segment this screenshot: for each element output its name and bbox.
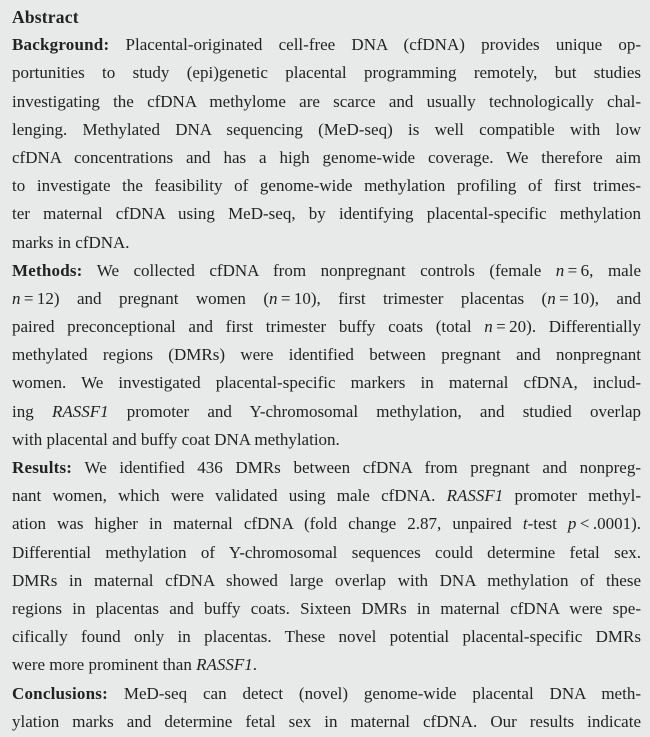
text-segment: portunities to study (epi)genetic placental programming remotely, but studies [12,63,641,83]
text-line [12,31,641,59]
text-segment: Placental-originated cell-free DNA (cfDNA) provides unique op- [109,35,641,55]
text-segment: RASSF1 [196,655,253,675]
text-line [12,200,641,228]
text-line [12,116,641,144]
text-segment: to investigate the feasibility of genome-wide methylation profiling of first trimes- [12,176,641,196]
text-line [12,426,641,454]
text-line [12,567,641,595]
text-line [12,398,641,426]
abstract-paragraph-results [12,454,641,680]
section-label: Results: [12,458,73,477]
text-segment: -test [527,514,568,534]
text-line [12,341,641,369]
text-line [12,651,641,679]
abstract-paragraph-background [12,31,641,257]
text-line [12,708,641,736]
text-segment: with placental and buffy coat DNA methylation. [12,429,340,449]
text-segment: MeD-seq can detect (novel) genome-wide placental DNA meth- [107,683,641,703]
text-segment: . [252,655,258,675]
text-segment: = 6, male [564,260,641,280]
text-line [12,285,641,313]
text-segment: nant women, which were validated using male cfDNA. [12,486,447,506]
text-segment: cifically found only in placentas. These novel potential placental-specific DMRs [12,627,641,647]
text-line [12,369,641,397]
text-line [12,257,641,285]
abstract-title: Abstract [12,7,79,27]
text-segment: were more prominent than [12,655,197,675]
section-label: Background: [12,35,110,55]
text-segment: t [522,514,528,534]
text-segment: RASSF1 [446,486,504,506]
text-segment: p [567,514,577,534]
text-segment: lenging. Methylated DNA sequencing (MeD-seq) is well compatible with low [12,119,641,139]
text-segment: = 12) and pregnant women ( [20,288,269,308]
text-segment: ter maternal cfDNA using MeD-seq, by identifying placental-specific methylation [12,204,641,224]
text-segment: < .0001). [576,514,641,534]
text-line [12,88,641,116]
text-segment: methylated regions (DMRs) were identified between pregnant and nonpregnant [12,345,641,365]
text-segment: ation was higher in maternal cfDNA (fold change 2.87, unpaired [12,514,523,534]
text-segment: women. We investigated placental-specific markers in maternal cfDNA, includ- [12,373,641,393]
text-segment: promoter and Y-chromosomal methylation, and studied overlap [108,401,641,421]
text-line [12,482,641,510]
text-line [12,539,641,567]
text-segment: n [12,288,21,308]
text-line [12,229,641,257]
text-segment: promoter methyl- [503,486,641,506]
text-segment: = 10), first trimester placentas ( [277,288,548,308]
text-segment: n [268,288,278,308]
text-segment: We collected cfDNA from nonpregnant controls (female [82,260,556,280]
text-line [12,59,641,87]
text-line [12,172,641,200]
text-segment: = 20). Differentially [492,317,641,337]
text-line [12,144,641,172]
text-segment: marks in cfDNA. [12,232,130,252]
text-segment: ing [12,401,52,421]
text-segment: DMRs in maternal cfDNA showed large overlap with DNA methylation of these [12,570,641,590]
text-segment: We identified 436 DMRs between cfDNA from pregnant and nonpreg- [72,458,641,477]
text-segment: regions in placentas and buffy coats. Sixteen DMRs in maternal cfDNA were spe- [12,598,641,618]
text-line [12,595,641,623]
text-line [12,623,641,651]
text-segment: = 10), and [555,288,641,308]
text-segment: investigating the cfDNA methylome are scarce and usually technologically chal- [12,91,641,111]
text-segment: Differential methylation of Y-chromosomal sequences could determine fetal sex. [12,542,641,562]
text-line [12,313,641,341]
abstract-paragraph-conclusions [12,680,641,736]
text-segment: n [555,260,565,280]
text-line [12,510,641,538]
text-line [12,454,641,482]
text-segment: paired preconceptional and first trimester buffy coats (total [12,317,485,337]
abstract-body [12,31,641,736]
section-label: Conclusions: [12,683,108,703]
text-segment: ylation marks and determine fetal sex in maternal cfDNA. Our results indicate [12,711,641,731]
text-segment: n [547,288,556,308]
text-segment: n [484,317,493,337]
abstract-paragraph-methods [12,257,641,454]
text-segment: RASSF1 [51,401,109,421]
section-label: Methods: [12,260,83,280]
text-line [12,680,641,708]
text-segment: cfDNA concentrations and has a high genome-wide coverage. We therefore aim [12,147,641,167]
